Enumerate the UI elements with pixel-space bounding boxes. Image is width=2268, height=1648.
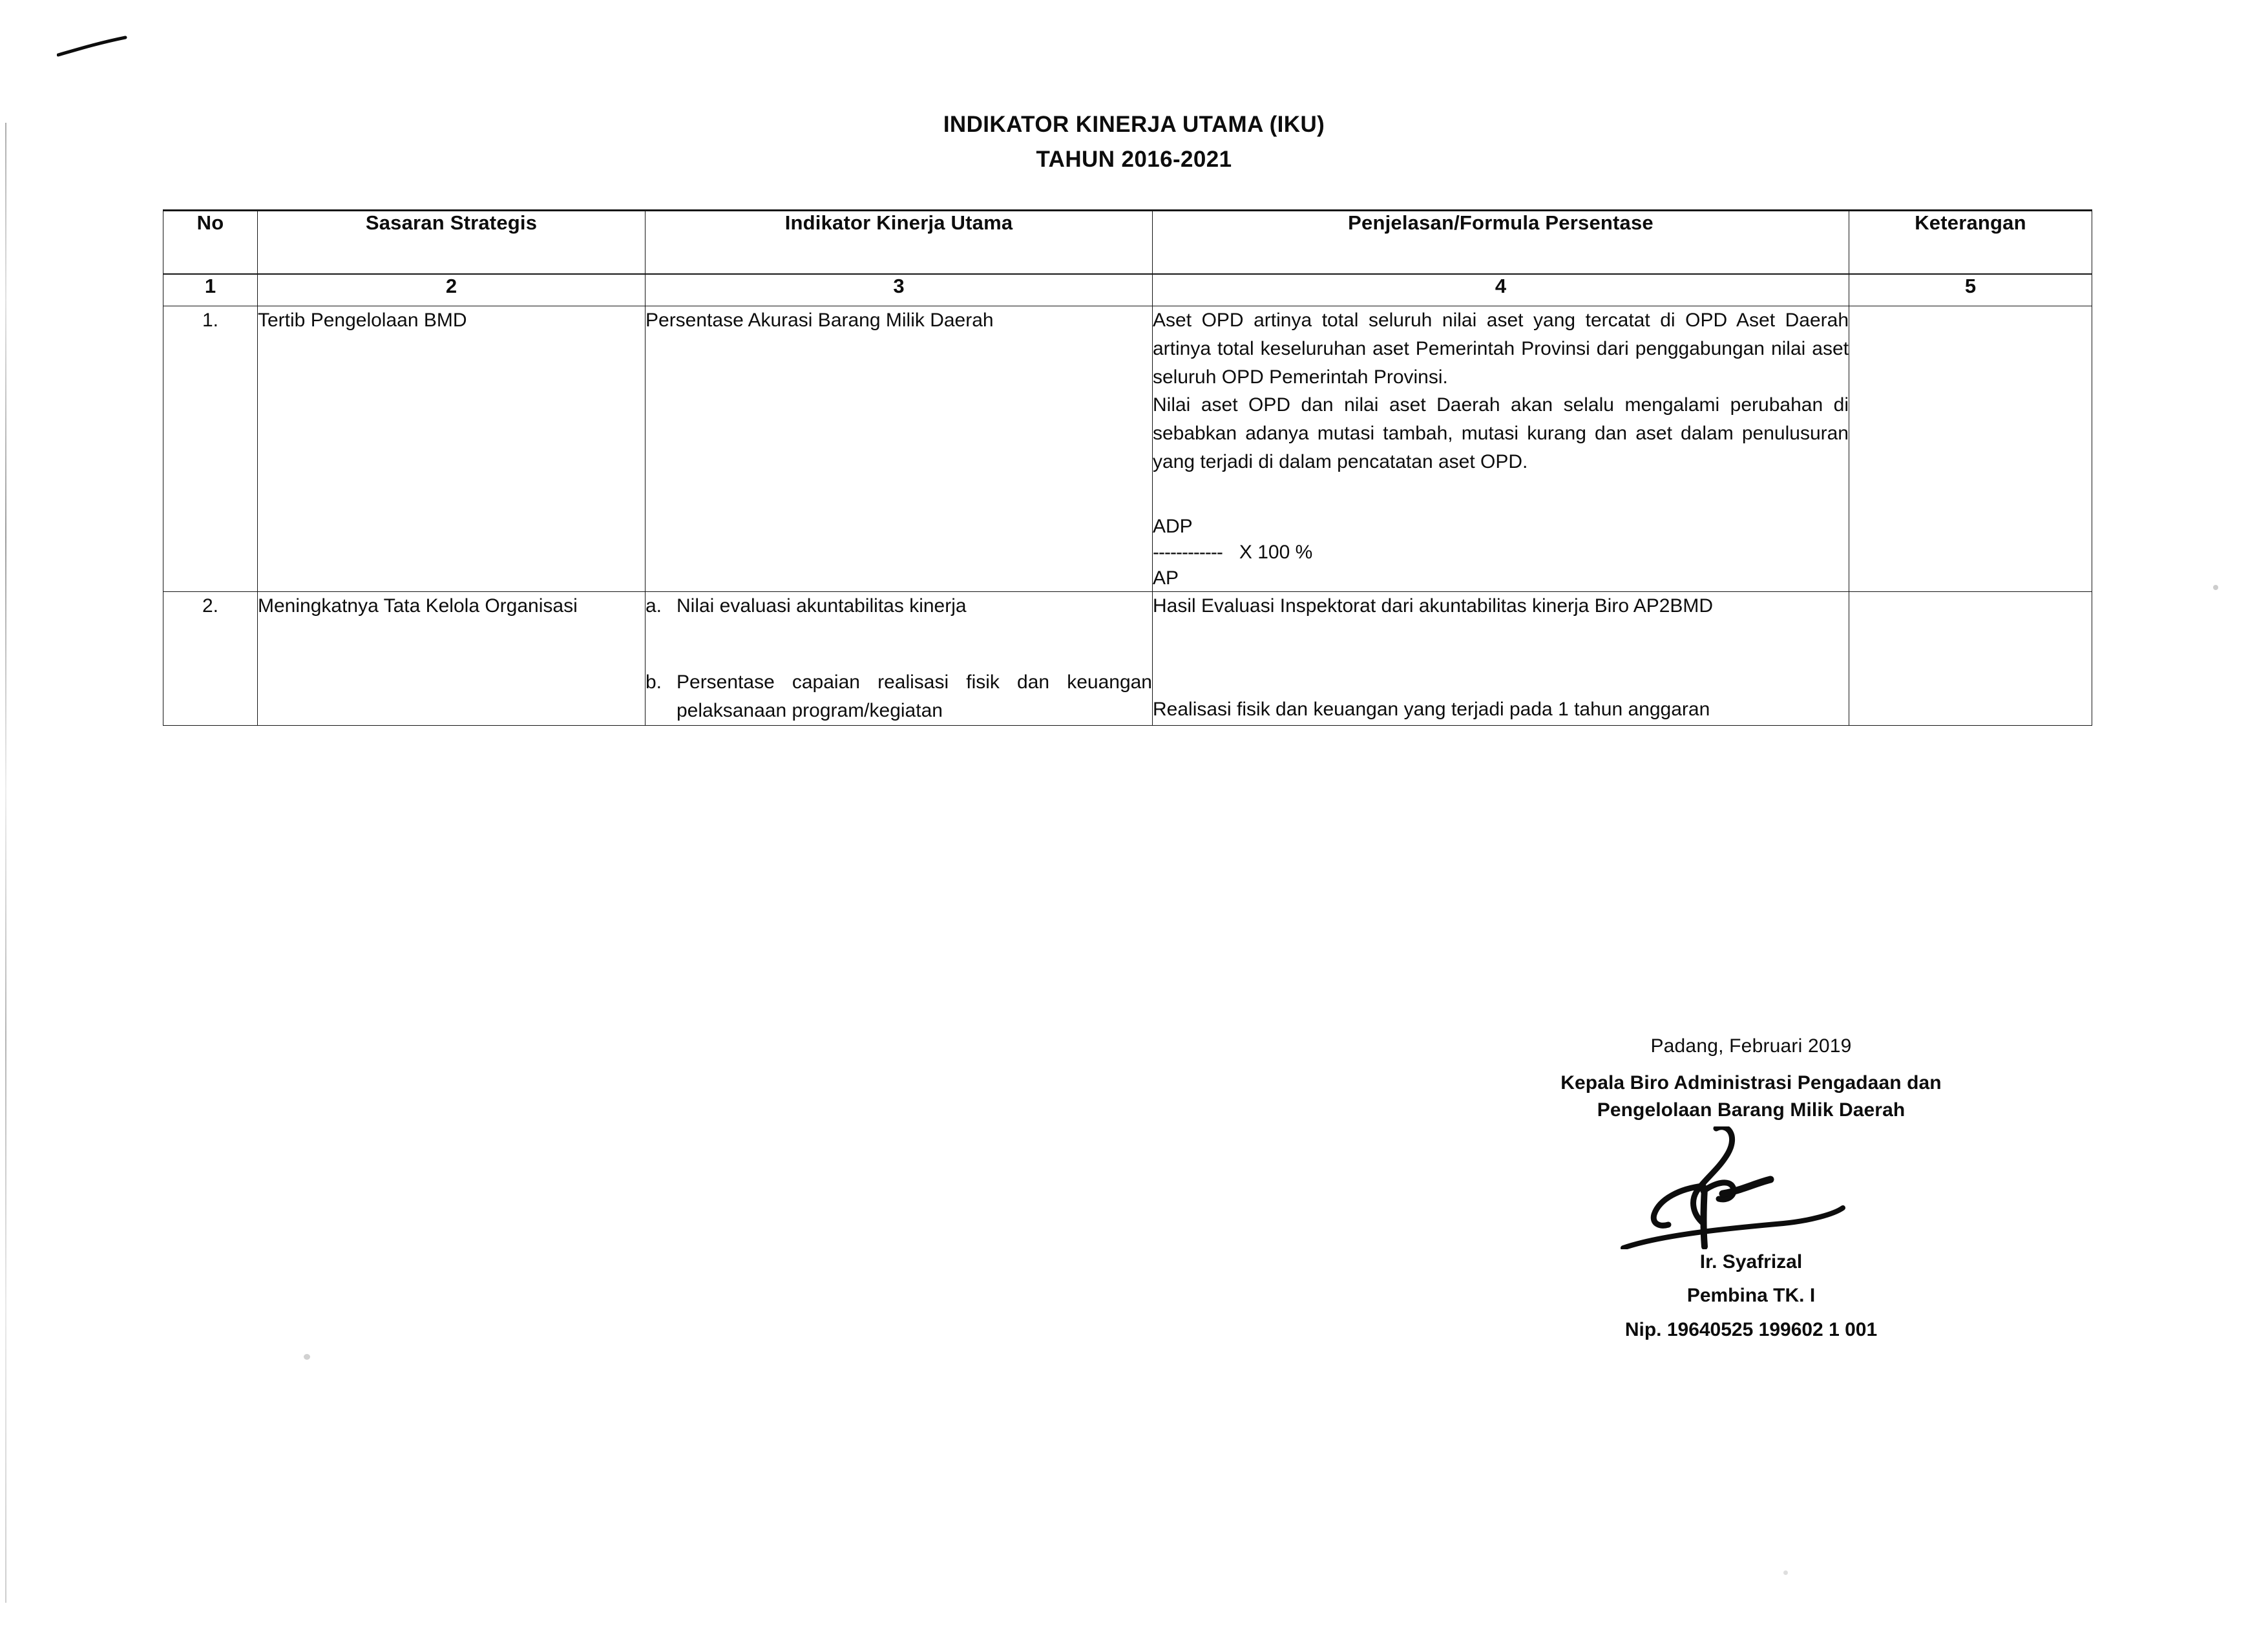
table-row — [163, 306, 2092, 592]
table-header-row — [163, 211, 2092, 275]
signature-nip: Nip. 19640525 199602 1 001 — [1624, 1318, 1878, 1340]
column-number-2: 2 — [258, 274, 646, 306]
signature-title-line-1: Kepala Biro Administrasi Pengadaan dan — [1560, 1072, 1942, 1093]
signature-title-line-2: Pengelolaan Barang Milik Daerah — [1597, 1099, 1906, 1121]
scan-speck — [2213, 585, 2218, 590]
table-header — [163, 211, 2092, 275]
column-number-row — [163, 274, 2092, 306]
row-1-keterangan — [1849, 306, 2092, 592]
iku-table — [163, 209, 2092, 726]
signature-place-date: Padang, Februari 2019 — [1650, 1035, 1852, 1057]
column-number-3: 3 — [646, 274, 1153, 306]
column-number-4: 4 — [1153, 274, 1849, 306]
row-1-penjelasan-paragraph-1: Aset OPD artinya total seluruh nilai aset yang tercatat di OPD Aset Daerah artinya total keseluruhan aset Pemerintah Provinsi dari penggabungan nilai aset seluruh OPD Pemerintah Provinsi. — [1153, 310, 1849, 388]
scan-speck — [304, 1354, 310, 1360]
document-title — [0, 109, 2268, 175]
list-item-text-b: Persentase capaian realisasi fisik dan keuangan pelaksanaan program/kegiatan — [677, 671, 1152, 721]
row-2-no: 2. — [163, 592, 258, 725]
row-2-penjelasan-item-a: Hasil Evaluasi Inspektorat dari akuntabilitas kinerja Biro AP2BMD — [1153, 595, 1714, 617]
row-1-penjelasan-formula — [1153, 306, 1849, 592]
signature-block — [1480, 1033, 2022, 1344]
formula-multiplier: X 100 % — [1239, 541, 1313, 563]
formula-divider-line — [1153, 540, 1849, 565]
list-item — [646, 668, 1152, 725]
header-sasaran-strategis: Sasaran Strategis — [258, 211, 646, 275]
pen-stroke-mark — [57, 36, 128, 58]
row-2-penjelasan-item-b: Realisasi fisik dan keuangan yang terjadi pada 1 tahun anggaran — [1153, 699, 1710, 721]
row-2-penjelasan-formula — [1153, 592, 1849, 725]
list-item-marker-b: b. — [646, 671, 662, 693]
document-title-line-1: INDIKATOR KINERJA UTAMA (IKU) — [943, 112, 1325, 137]
row-1-penjelasan-paragraph-2: Nilai aset OPD dan nilai aset Daerah akan selalu mengalami perubahan di sebabkan adanya mutasi tambah, mutasi kurang dan aset dalam penulusuran yang terjadi di dalam pencatatan aset OPD. — [1153, 394, 1849, 472]
formula-block — [1153, 514, 1849, 592]
header-keterangan: Keterangan — [1849, 211, 2092, 275]
formula-rule: ------------ — [1153, 541, 1223, 563]
column-number-5: 5 — [1849, 274, 2092, 306]
row-1-sasaran-strategis: Tertib Pengelolaan BMD — [258, 306, 646, 592]
formula-denominator: AP — [1153, 567, 1179, 589]
row-2-sasaran-strategis: Meningkatnya Tata Kelola Organisasi — [258, 592, 646, 725]
table-row — [163, 592, 2092, 725]
row-2-keterangan — [1849, 592, 2092, 725]
handwritten-signature-icon — [1480, 1125, 2022, 1251]
row-1-indikator-kinerja-utama: Persentase Akurasi Barang Milik Daerah — [646, 306, 1153, 592]
formula-numerator: ADP — [1153, 515, 1193, 537]
list-item — [646, 592, 1152, 620]
header-no: No — [163, 211, 258, 275]
row-2-indikator-kinerja-utama — [646, 592, 1153, 725]
list-item-marker-a: a. — [646, 595, 662, 617]
document-title-line-2: TAHUN 2016-2021 — [1036, 146, 1232, 172]
row-1-no: 1. — [163, 306, 258, 592]
header-penjelasan-formula: Penjelasan/Formula Persentase — [1153, 211, 1849, 275]
scan-edge-line — [5, 123, 6, 1603]
list-item-text-a: Nilai evaluasi akuntabilitas kinerja — [677, 595, 967, 617]
column-number-1: 1 — [163, 274, 258, 306]
header-indikator-kinerja-utama: Indikator Kinerja Utama — [646, 211, 1153, 275]
scan-speck — [1783, 1570, 1788, 1575]
signature-rank: Pembina TK. I — [1686, 1285, 1816, 1307]
signature-name: Ir. Syafrizal — [1699, 1251, 1803, 1273]
